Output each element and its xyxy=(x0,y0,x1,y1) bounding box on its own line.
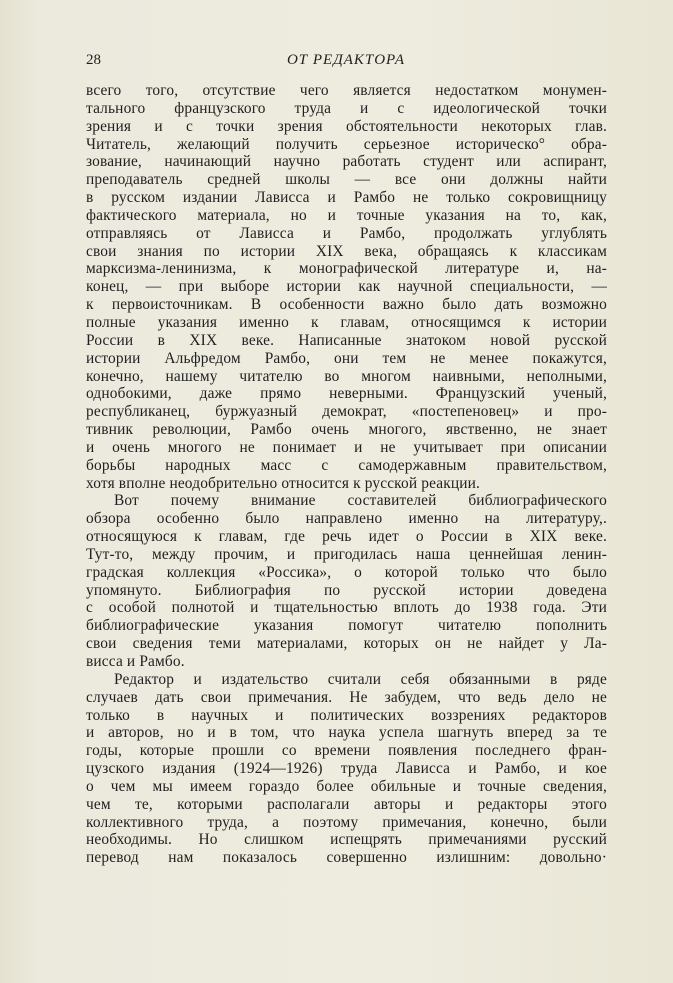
text-line: упомянуто. Библиография по русской истории доведена xyxy=(86,581,607,599)
text-line: и авторов, но и в том, что наука успела шагнуть вперед за те xyxy=(86,724,607,742)
text-line: обзора особенно было направлено именно на литературу,. xyxy=(86,510,607,528)
text-line: отправляясь от Лависса и Рамбо, продолжать углублять xyxy=(86,224,607,242)
text-line: годы, которые прошли со времени появления последнего фран- xyxy=(86,742,607,760)
text-line: библиографические указания помогут читателю пополнить xyxy=(86,617,607,635)
text-line: с особой полнотой и тщательностью вплоть до 1938 года. Эти xyxy=(86,599,607,617)
text-line: цузского издания (1924—1926) труда Лависса и Рамбо, и кое xyxy=(86,760,607,778)
text-line: зование, начинающий научно работать студент или аспирант, xyxy=(86,153,607,171)
text-line: в русском издании Лависса и Рамбо не только сокровищницу xyxy=(86,189,607,207)
text-line: полные указания именно к главам, относящимся к истории xyxy=(86,313,607,331)
text-line: только в научных и политических воззрениях редакторов xyxy=(86,706,607,724)
text-line: России в XIX веке. Написанные знатоком новой русской xyxy=(86,331,607,349)
page-body-text xyxy=(86,82,607,867)
text-line: чем те, которыми располагали авторы и редакторы этого xyxy=(86,795,607,813)
text-line: истории Альфредом Рамбо, они тем не менее покажутся, xyxy=(86,349,607,367)
text-line: Вот почему внимание составителей библиографического xyxy=(114,492,607,510)
text-line: висса и Рамбо. xyxy=(86,653,185,670)
text-line: случаев дать свои примечания. Не забудем, что ведь дело не xyxy=(86,688,607,706)
text-line: коллективного труда, а поэтому примечания, конечно, были xyxy=(86,813,607,831)
text-line: относящуюся к главам, где речь идет о России в XIX веке. xyxy=(86,528,607,546)
text-line: однобокими, даже прямо неверными. Французский ученый, xyxy=(86,385,607,403)
text-line: тального французского труда и с идеологической точки xyxy=(86,99,607,117)
text-line: всего того, отсутствие чего является недостатком монумен- xyxy=(86,82,607,99)
page-header xyxy=(86,52,606,74)
text-line: Редактор и издательство считали себя обязанными в ряде xyxy=(114,670,607,688)
text-line: к первоисточникам. В особенности важно было дать возможно xyxy=(86,296,607,314)
text-line: конец, — при выборе истории как научной специальности, — xyxy=(86,278,607,296)
text-line: свои сведения теми материалами, которых он не найдет у Ла- xyxy=(86,635,607,653)
text-line: зрения и с точки зрения обстоятельности некоторых глав. xyxy=(86,117,607,135)
text-line: хотя вполне неодобрительно относится к русской реакции. xyxy=(86,474,481,492)
text-line: конечно, нашему читателю во многом наивными, неполными, xyxy=(86,367,607,385)
text-line: свои знания по истории XIX века, обращаясь к классикам xyxy=(86,242,607,260)
text-line: марксизма-ленинизма, к монографической литературе и, на- xyxy=(86,260,607,278)
text-line: перевод нам показалось совершенно излишним: довольно· xyxy=(86,849,607,867)
text-line: фактического материала, но и точные указания на то, как, xyxy=(86,206,607,224)
running-title: ОТ РЕДАКТОРА xyxy=(286,52,406,68)
text-line: Читатель, желающий получить серьезное историческо° обра- xyxy=(86,135,607,153)
text-line: и очень многого не понимает и не учитывает при описании xyxy=(86,438,607,456)
text-line: преподаватель средней школы — все они должны найти xyxy=(86,171,607,189)
text-line: республиканец, буржуазный демократ, «постепеновец» и про- xyxy=(86,403,607,421)
text-line: необходимы. Но слишком испещрять примечаниями русский xyxy=(86,831,607,849)
text-line: тивник революции, Рамбо очень многого, явственно, не знает xyxy=(86,421,607,439)
page-number: 28 xyxy=(86,52,101,68)
text-line: Тут-то, между прочим, и пригодилась наша ценнейшая ленин- xyxy=(86,545,607,563)
text-line: о чем мы имеем гораздо более обильные и точные сведения, xyxy=(86,777,607,795)
text-line: борьбы народных масс с самодержавным правительством, xyxy=(86,456,607,474)
text-line: градская коллекция «Россика», о которой только что было xyxy=(86,563,607,581)
